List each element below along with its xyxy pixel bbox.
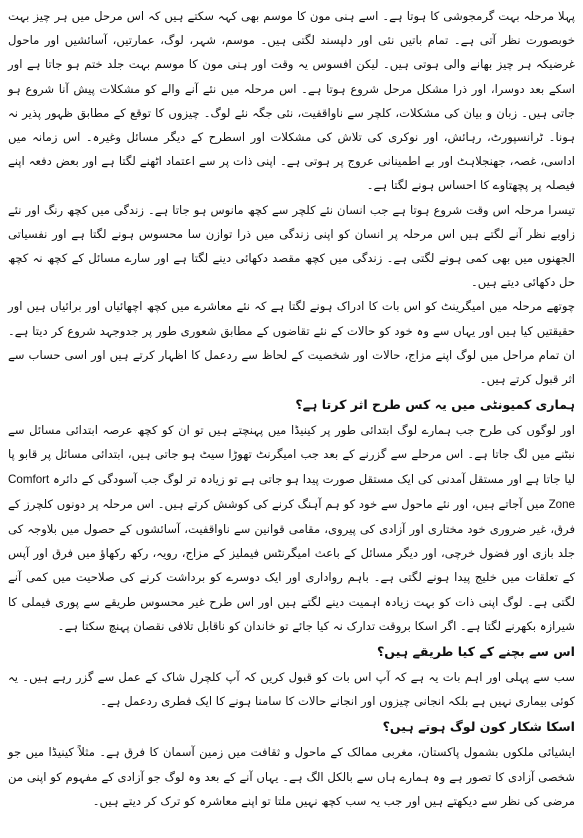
heading-who-affected: اسکا شکار کون لوگ ہوتے ہیں؟: [382, 719, 575, 735]
paragraph-community: [8, 418, 575, 638]
paragraph-prevention: سب سے پہلی اور اہم بات یہ ہے کہ آپ اس بات کو قبول کریں کہ آپ کلچرل شاک کے عمل سے گزر رہے ہیں۔ یہ کوئی بیماری نہیں ہے بلکہ انجانی چیزوں اور انجانے حالات کا سامنا ہونے کا ایک فطری ردعمل ہے۔: [8, 670, 575, 709]
paragraph-stage-three: تیسرا مرحلہ اس وقت شروع ہوتا ہے جب انسان نئے کلچر سے کچھ مانوس ہو جاتا ہے۔ زندگی میں کچھ رنگ اور نئے زاویے نظر آنے لگتے ہیں اس مرحلہ پر انسان کو اپنی زندگی میں ذرا توازن سا محسوس ہونے لگتا ہے اور نفسیاتی الجھنوں میں بھی کمی ہونے لگتی ہے۔ زندگی میں کچھ مقصد دکھائی دینے لگتا ہے اور سارے مسائل کے کچھ نہ کچھ حل دکھائی دیتے ہیں۔: [8, 202, 575, 290]
paragraph-stage-two: پہلا مرحلہ بہت گرمجوشی کا ہوتا ہے۔ اسے ہنی مون کا موسم بھی کہہ سکتے ہیں کہ اس مرحل میں ہر چیز بہت خوبصورت نظر آتی ہے۔ تمام باتیں نئی اور دلپسند لگتی ہیں۔ موسم، شہر، لوگ، عمارتیں، آسائشیں اور ماحول غرضیکہ ہر چیز بھانے والی ہوتی ہیں۔ لیکن افسوس یہ وقت اور ہنی مون کا موسم بہت جلد ختم ہو جاتا ہے اور اسکے بعد دوسرا، اور ذرا مشکل مرحل شروع ہوتا ہے۔ اس مرحلہ میں نئے آنے والے کو مشکلات پیش آنا شروع ہو جاتی ہیں۔ زبان و بیان کی مشکلات، کلچر سے ناواقفیت، نئی جگہ نئے لوگ۔ چیزوں کا توقع کے مطابق ظہور پذیر نہ ہونا۔ ٹرانسپورٹ، رہائش، اور نوکری کی تلاش کی مشکلات اور اسطرح کے دیگر مسائل وغیرہ۔ اس زمانہ میں اداسی، غصہ، جھنجلاہٹ اور بے اطمینانی عروج پر ہوتی ہے۔ اپنی ذات پر سے اعتماد اٹھنے لگتا ہے اور بعض دفعہ اپنے فیصلہ پر پچھتاوے کا احساس ہونے لگتا ہے۔: [8, 9, 575, 193]
paragraph-who-affected: ایشیائی ملکوں بشمول پاکستان، مغربی ممالک کے ماحول و ثقافت میں زمین آسمان کا فرق ہے۔ مثلاً کینیڈا میں جو شخصی آزادی کا تصور ہے وہ ہمارے ہاں سے بالکل الگ ہے۔ یہاں آنے کے بعد وہ لوگ جو آزادی کے مفہوم کو اپنی من مرضی کی نظر سے دیکھتے ہیں اور جب یہ سب کچھ نہیں ملتا تو اپنے معاشرہ کو ترک کر دیتے ہیں۔: [8, 745, 575, 808]
paragraph-stage-four: چوتھے مرحلہ میں امیگرینٹ کو اس بات کا ادراک ہونے لگتا ہے کہ نئے معاشرے میں کچھ اچھائیاں اور برائیاں ہیں اور حقیقتیں کیا ہیں اور یہاں سے وہ خود کو حالات کے نئے تقاضوں کے مطابق شعوری طور پر جدوجہد شروع کر دیتا ہے۔ ان تمام مراحل میں لوگ اپنے مزاج، حالات اور شخصیت کے لحاظ سے ردعمل کا اظہار کرتے ہیں اور اسی حساب سے اثر قبول کرتے ہیں۔: [8, 299, 575, 387]
comfort-zone-term: Comfort Zone: [8, 472, 576, 511]
heading-prevention: اس سے بچنے کے کیا طریقے ہیں؟: [376, 644, 575, 660]
heading-community-impact: ہماری کمیونٹی میں یہ کس طرح اثر کرتا ہے؟: [295, 397, 575, 413]
paragraph-community-end: میں آجاتے ہیں، اور نئے ماحول سے خود کو ہم آہنگ کرنے کی کوشش کرتے ہیں۔ اس مرحلہ پر دونوں کلچرز کے فرق، غیر ضروری خود مختاری اور آزادی کی پیروی، مقامی قوانین سے ناواقفیت، آسائشوں کے حصول میں بلاوجہ کی جلد بازی اور فضول خرچی، اور دیگر مسائل کے باعث امیگرنٹس فیملیز کے مزاج، رویہ، رکھ رکھاؤ میں فرق اور آپس کے تعلقات میں خلیج پیدا ہونے لگتی ہے۔ باہم رواداری اور ایک دوسرے کو برداشت کرنے کی صلاحیت میں کمی آنے لگتی ہے۔ لوگ اپنی ذات کو بہت زیادہ اہمیت دینے لگتے ہیں اور اس طرح غیر محسوس طریقے سے پوری فیملی کا شیرازہ بکھرنے لگتا ہے۔ اگر اسکا بروقت تدارک نہ کیا جائے تو خاندان کو ناقابل تلافی نقصان پہنچ سکتا ہے۔: [8, 496, 575, 633]
paragraph-community-start: اور لوگوں کی طرح جب ہمارے لوگ ابتدائی طور پر کینیڈا میں پہنچتے ہیں تو ان کو کچھ عرصہ ابتدائی مسائل سے نبٹنے میں لگ جاتا ہے۔ اس مرحلے سے گزرنے کے بعد جب امیگرنٹ تھوڑا سیٹ ہو جاتی ہیں، ابتدائی مسائل پر قابو پا لیا جاتا ہے اور مستقل آمدنی کی ایک مستقل صورت پیدا ہو جاتی ہے تو زیادہ تر لوگ جب آسودگی کے دائرہ: [8, 423, 575, 486]
